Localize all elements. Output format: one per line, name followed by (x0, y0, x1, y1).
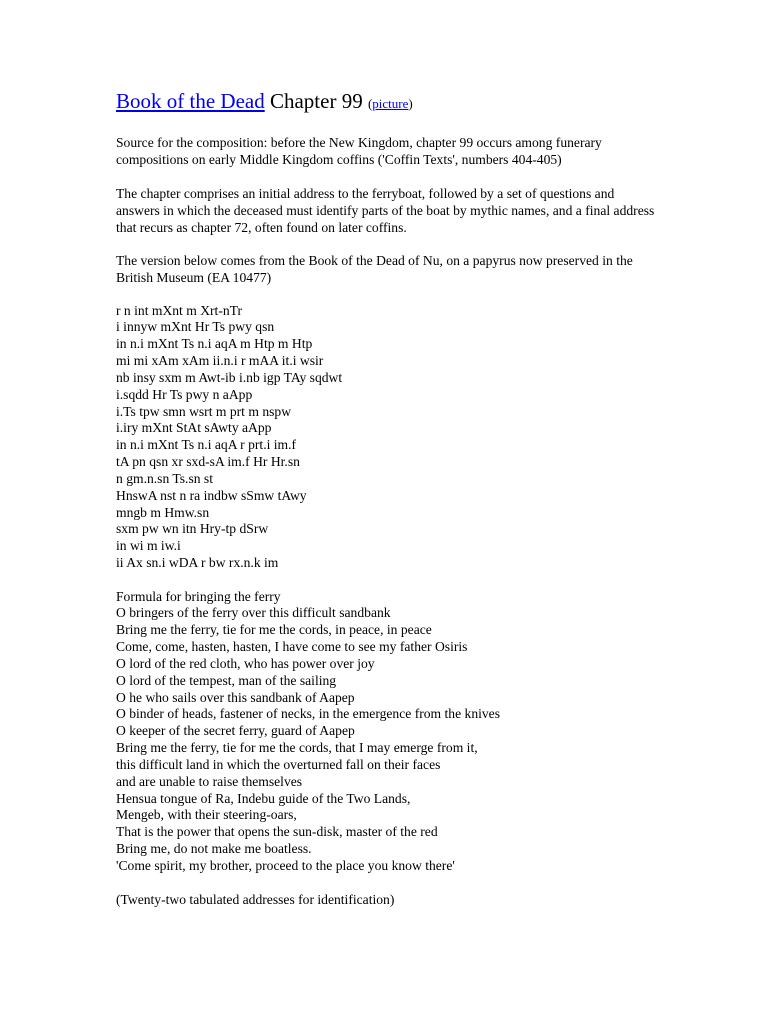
translation-line: Hensua tongue of Ra, Indebu guide of the Two Lands, (116, 790, 411, 806)
closing-note: (Twenty-two tabulated addresses for identification) (116, 892, 395, 908)
transliteration-line: n gm.n.sn Ts.sn st (116, 470, 213, 486)
transliteration-line: sxm pw wn itn Hry-tp dSrw (116, 521, 269, 537)
translation-line: Bring me the ferry, tie for me the cords, that I may emerge from it, (116, 740, 478, 756)
translation-line: and are unable to raise themselves (116, 773, 303, 789)
translation-block (116, 589, 661, 875)
translation-line: this difficult land in which the overturned fall on their faces (116, 756, 441, 772)
page-title (116, 86, 661, 119)
translation-line: Mengeb, with their steering-oars, (116, 807, 297, 823)
translation-line: O lord of the red cloth, who has power over joy (116, 655, 375, 671)
transliteration-line: HnswA nst n ra indbw sSmw tAwy (116, 487, 307, 503)
transliteration-line: i.Ts tpw smn wsrt m prt m nspw (116, 403, 292, 419)
transliteration-line: mngb m Hmw.sn (116, 504, 210, 520)
translation-line: O keeper of the secret ferry, guard of Aapep (116, 723, 355, 739)
transliteration-line: in n.i mXnt Ts n.i aqA m Htp m Htp (116, 336, 313, 352)
transliteration-block (116, 303, 661, 573)
transliteration-line: in wi m iw.i (116, 538, 181, 554)
source-paragraph: Source for the composition: before the New Kingdom, chapter 99 occurs among funerary compositions on early Middle Kingdom coffins ('Coffin Texts', numbers 404-405) (116, 135, 602, 167)
transliteration-line: nb insy sxm m Awt-ib i.nb igp TAy sqdwt (116, 369, 343, 385)
translation-line: Bring me the ferry, tie for me the cords, in peace, in peace (116, 622, 432, 638)
translation-line: O lord of the tempest, man of the sailing (116, 672, 337, 688)
transliteration-line: mi mi xAm xAm ii.n.i r mAA it.i wsir (116, 353, 324, 369)
transliteration-line: in n.i mXnt Ts n.i aqA r prt.i im.f (116, 437, 297, 453)
picture-link-group (368, 96, 413, 111)
transliteration-line: ii Ax sn.i wDA r bw rx.n.k im (116, 555, 279, 571)
transliteration-line: r n int mXnt m Xrt-nTr (116, 302, 243, 318)
paren-open: ( (367, 96, 373, 111)
chapter-title: Chapter 99 (264, 89, 368, 113)
translation-line: O he who sails over this sandbank of Aapep (116, 689, 355, 705)
transliteration-line: i innyw mXnt Hr Ts pwy qsn (116, 319, 275, 335)
translation-line: O binder of heads, fastener of necks, in the emergence from the knives (116, 706, 501, 722)
paren-close: ) (408, 96, 413, 111)
transliteration-line: tA pn qsn xr sxd-sA im.f Hr Hr.sn (116, 454, 300, 470)
picture-link[interactable]: picture (372, 96, 409, 111)
translation-line: 'Come spirit, my brother, proceed to the place you know there' (116, 858, 455, 873)
book-of-the-dead-link[interactable]: Book of the Dead (116, 89, 265, 113)
version-paragraph: The version below comes from the Book of the Dead of Nu, on a papyrus now preserved in the British Museum (EA 10477) (116, 253, 633, 285)
translation-line: O bringers of the ferry over this difficult sandbank (116, 605, 391, 621)
translation-line: Formula for bringing the ferry (116, 588, 281, 604)
translation-line: Bring me, do not make me boatless. (116, 841, 312, 857)
chapter-description-paragraph: The chapter comprises an initial address to the ferryboat, followed by a set of questions and answers in which the deceased must identify parts of the boat by mythic names, and a final address that recurs as chapter 72, often found on later coffins. (116, 185, 655, 235)
document-body (116, 86, 661, 925)
translation-line: Come, come, hasten, hasten, I have come to see my father Osiris (116, 639, 468, 655)
transliteration-line: i.iry mXnt StAt sAwty aApp (116, 420, 272, 436)
translation-line: That is the power that opens the sun-disk, master of the red (116, 824, 438, 840)
transliteration-line: i.sqdd Hr Ts pwy n aApp (116, 386, 253, 402)
